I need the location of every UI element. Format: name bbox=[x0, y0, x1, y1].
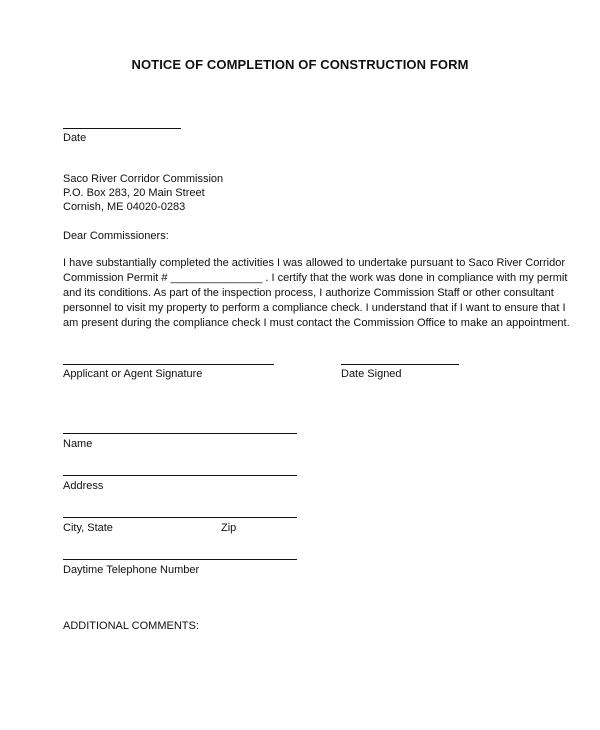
signature-line[interactable] bbox=[63, 364, 274, 365]
salutation: Dear Commissioners: bbox=[63, 230, 169, 242]
address-line[interactable] bbox=[63, 475, 297, 476]
zip-label: Zip bbox=[221, 522, 237, 534]
city-state-label: City, State bbox=[63, 522, 113, 534]
body-line: I have substantially completed the activities I was allowed to undertake pursuant to Saco River Corridor bbox=[63, 257, 565, 269]
body-line: Commission Permit # _______________ . I certify that the work was done in compliance with my permit bbox=[63, 272, 568, 284]
signature-label: Applicant or Agent Signature bbox=[63, 368, 203, 380]
additional-comments-label: ADDITIONAL COMMENTS: bbox=[63, 620, 199, 632]
name-label: Name bbox=[63, 438, 93, 450]
phone-line[interactable] bbox=[63, 559, 297, 560]
city-state-zip-line[interactable] bbox=[63, 517, 297, 518]
date-signed-label: Date Signed bbox=[341, 368, 402, 380]
body-paragraph bbox=[63, 256, 570, 331]
phone-label: Daytime Telephone Number bbox=[63, 564, 200, 576]
body-line: personnel to visit my property to perform a compliance check. I understand that if I want to ensure that I bbox=[63, 302, 566, 314]
date-label: Date bbox=[63, 132, 87, 144]
body-line: am present during the compliance check I must contact the Commission Office to make an appointment. bbox=[63, 317, 570, 329]
form-title: NOTICE OF COMPLETION OF CONSTRUCTION FORM bbox=[131, 57, 469, 72]
recipient-address-line-2: Cornish, ME 04020-0283 bbox=[63, 201, 186, 213]
address-label: Address bbox=[63, 480, 104, 492]
recipient-name: Saco River Corridor Commission bbox=[63, 173, 224, 185]
date-line[interactable] bbox=[63, 128, 181, 129]
date-signed-line[interactable] bbox=[341, 364, 459, 365]
name-line[interactable] bbox=[63, 433, 297, 434]
body-line: and its conditions. As part of the inspection process, I authorize Commission Staff or other consultant bbox=[63, 287, 554, 299]
recipient-address-line-1: P.O. Box 283, 20 Main Street bbox=[63, 187, 205, 199]
